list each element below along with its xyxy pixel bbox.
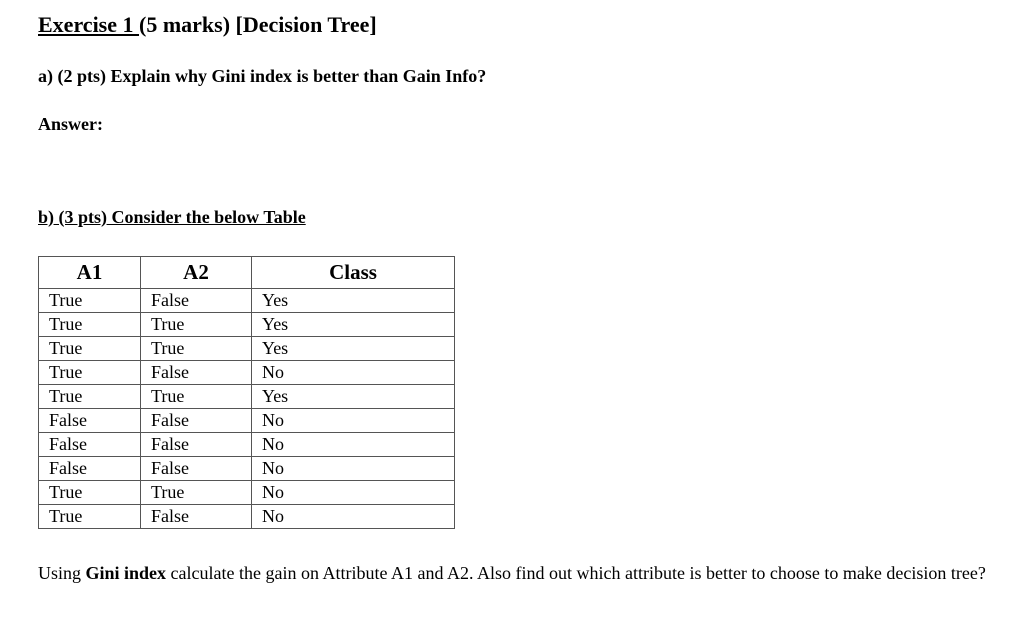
cell-class: No (252, 433, 455, 457)
header-a1: A1 (39, 257, 141, 289)
cell-a1: True (39, 505, 141, 529)
cell-a1: False (39, 409, 141, 433)
cell-class: No (252, 361, 455, 385)
exercise-title-rest: (5 marks) [Decision Tree] (139, 12, 377, 37)
table-header-row (39, 257, 455, 289)
table-row (39, 361, 455, 385)
cell-a1: True (39, 289, 141, 313)
cell-a2: True (141, 385, 252, 409)
cell-class: Yes (252, 385, 455, 409)
cell-a2: False (141, 361, 252, 385)
cell-a1: True (39, 385, 141, 409)
cell-class: Yes (252, 313, 455, 337)
cell-class: Yes (252, 337, 455, 361)
table-row (39, 409, 455, 433)
cell-class: No (252, 481, 455, 505)
part-a-question: a) (2 pts) Explain why Gini index is better than Gain Info? (38, 66, 487, 86)
cell-a2: False (141, 505, 252, 529)
cell-a1: True (39, 313, 141, 337)
cell-a1: True (39, 481, 141, 505)
table-row (39, 433, 455, 457)
cell-class: No (252, 505, 455, 529)
cell-class: Yes (252, 289, 455, 313)
instruction-prefix: Using (38, 563, 86, 583)
data-table (38, 256, 455, 529)
cell-a1: True (39, 337, 141, 361)
table-row (39, 337, 455, 361)
cell-a1: True (39, 361, 141, 385)
answer-label: Answer: (38, 114, 103, 134)
cell-a2: True (141, 481, 252, 505)
exercise-title (38, 10, 377, 40)
cell-class: No (252, 457, 455, 481)
part-b-heading: b) (3 pts) Consider the below Table (38, 207, 306, 227)
table-row (39, 481, 455, 505)
cell-a2: False (141, 409, 252, 433)
table-row (39, 289, 455, 313)
instruction-suffix: calculate the gain on Attribute A1 and A2. Also find out which attribute is better to choose to make decision tree? (166, 563, 986, 583)
cell-a1: False (39, 457, 141, 481)
table-row (39, 313, 455, 337)
cell-a2: True (141, 313, 252, 337)
table-row (39, 505, 455, 529)
instruction-paragraph (38, 561, 988, 586)
header-a2: A2 (141, 257, 252, 289)
header-class: Class (252, 257, 455, 289)
cell-a1: False (39, 433, 141, 457)
cell-class: No (252, 409, 455, 433)
table-row (39, 457, 455, 481)
exercise-title-underlined: Exercise 1 (38, 12, 140, 37)
cell-a2: False (141, 433, 252, 457)
cell-a2: False (141, 457, 252, 481)
cell-a2: False (141, 289, 252, 313)
cell-a2: True (141, 337, 252, 361)
table-row (39, 385, 455, 409)
instruction-bold: Gini index (85, 563, 167, 583)
